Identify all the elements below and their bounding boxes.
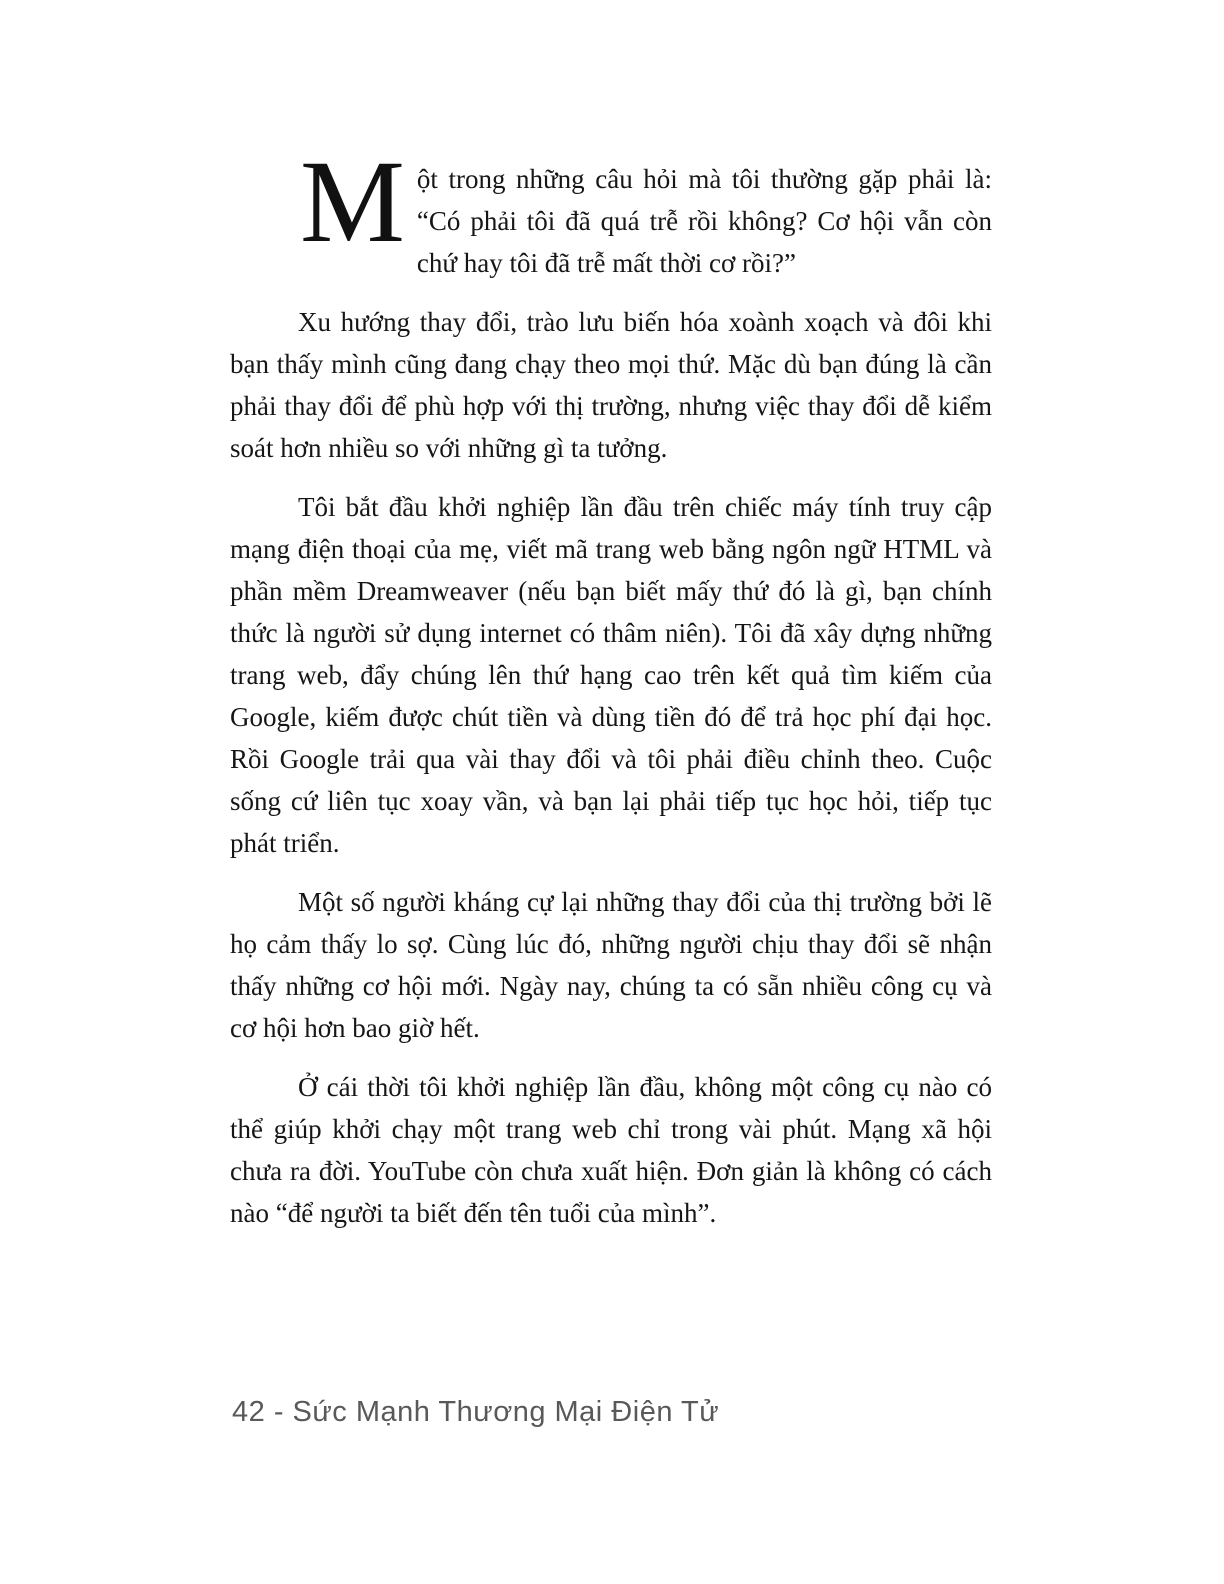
drop-cap-letter: M xyxy=(300,136,405,267)
paragraph: Tôi bắt đầu khởi nghiệp lần đầu trên chiếc máy tính truy cập mạng điện thoại của mẹ, viết mã trang web bằng ngôn ngữ HTML và phần mềm Dreamweaver (nếu bạn biết mấy thứ đó là gì, bạn chính thức là người sử dụng internet có thâm niên). Tôi đã xây dựng những trang web, đẩy chúng lên thứ hạng cao trên kết quả tìm kiếm của Google, kiếm được chút tiền và dùng tiền đó để trả học phí đại học. Rồi Google trải qua vài thay đổi và tôi phải điều chỉnh theo. Cuộc sống cứ liên tục xoay vần, và bạn lại phải tiếp tục học hỏi, tiếp tục phát triển. xyxy=(230,492,992,858)
paragraph: Một số người kháng cự lại những thay đổi của thị trường bởi lẽ họ cảm thấy lo sợ. Cùng lúc đó, những người chịu thay đổi sẽ nhận thấy những cơ hội mới. Ngày nay, chúng ta có sẵn nhiều công cụ và cơ hội hơn bao giờ hết. xyxy=(230,887,992,1043)
book-title: Sức Mạnh Thương Mại Điện Tử xyxy=(292,1396,720,1428)
opening-paragraph xyxy=(230,136,992,284)
page-footer xyxy=(232,1396,719,1429)
opening-paragraph-text: ột trong những câu hỏi mà tôi thường gặp phải là: “Có phải tôi đã quá trễ rồi không? Cơ hội vẫn còn chứ hay tôi đã trễ mất thời cơ rồi?” xyxy=(416,164,992,278)
footer-separator: - xyxy=(265,1396,293,1428)
page-content xyxy=(230,136,992,1251)
paragraph: Ở cái thời tôi khởi nghiệp lần đầu, không một công cụ nào có thể giúp khởi chạy một trang web chỉ trong vài phút. Mạng xã hội chưa ra đời. YouTube còn chưa xuất hiện. Đơn giản là không có cách nào “để người ta biết đến tên tuổi của mình”. xyxy=(230,1072,992,1228)
page-number: 42 xyxy=(232,1396,266,1428)
paragraph: Xu hướng thay đổi, trào lưu biến hóa xoành xoạch và đôi khi bạn thấy mình cũng đang chạy theo mọi thứ. Mặc dù bạn đúng là cần phải thay đổi để phù hợp với thị trường, nhưng việc thay đổi dễ kiểm soát hơn nhiều so với những gì ta tưởng. xyxy=(230,307,992,463)
